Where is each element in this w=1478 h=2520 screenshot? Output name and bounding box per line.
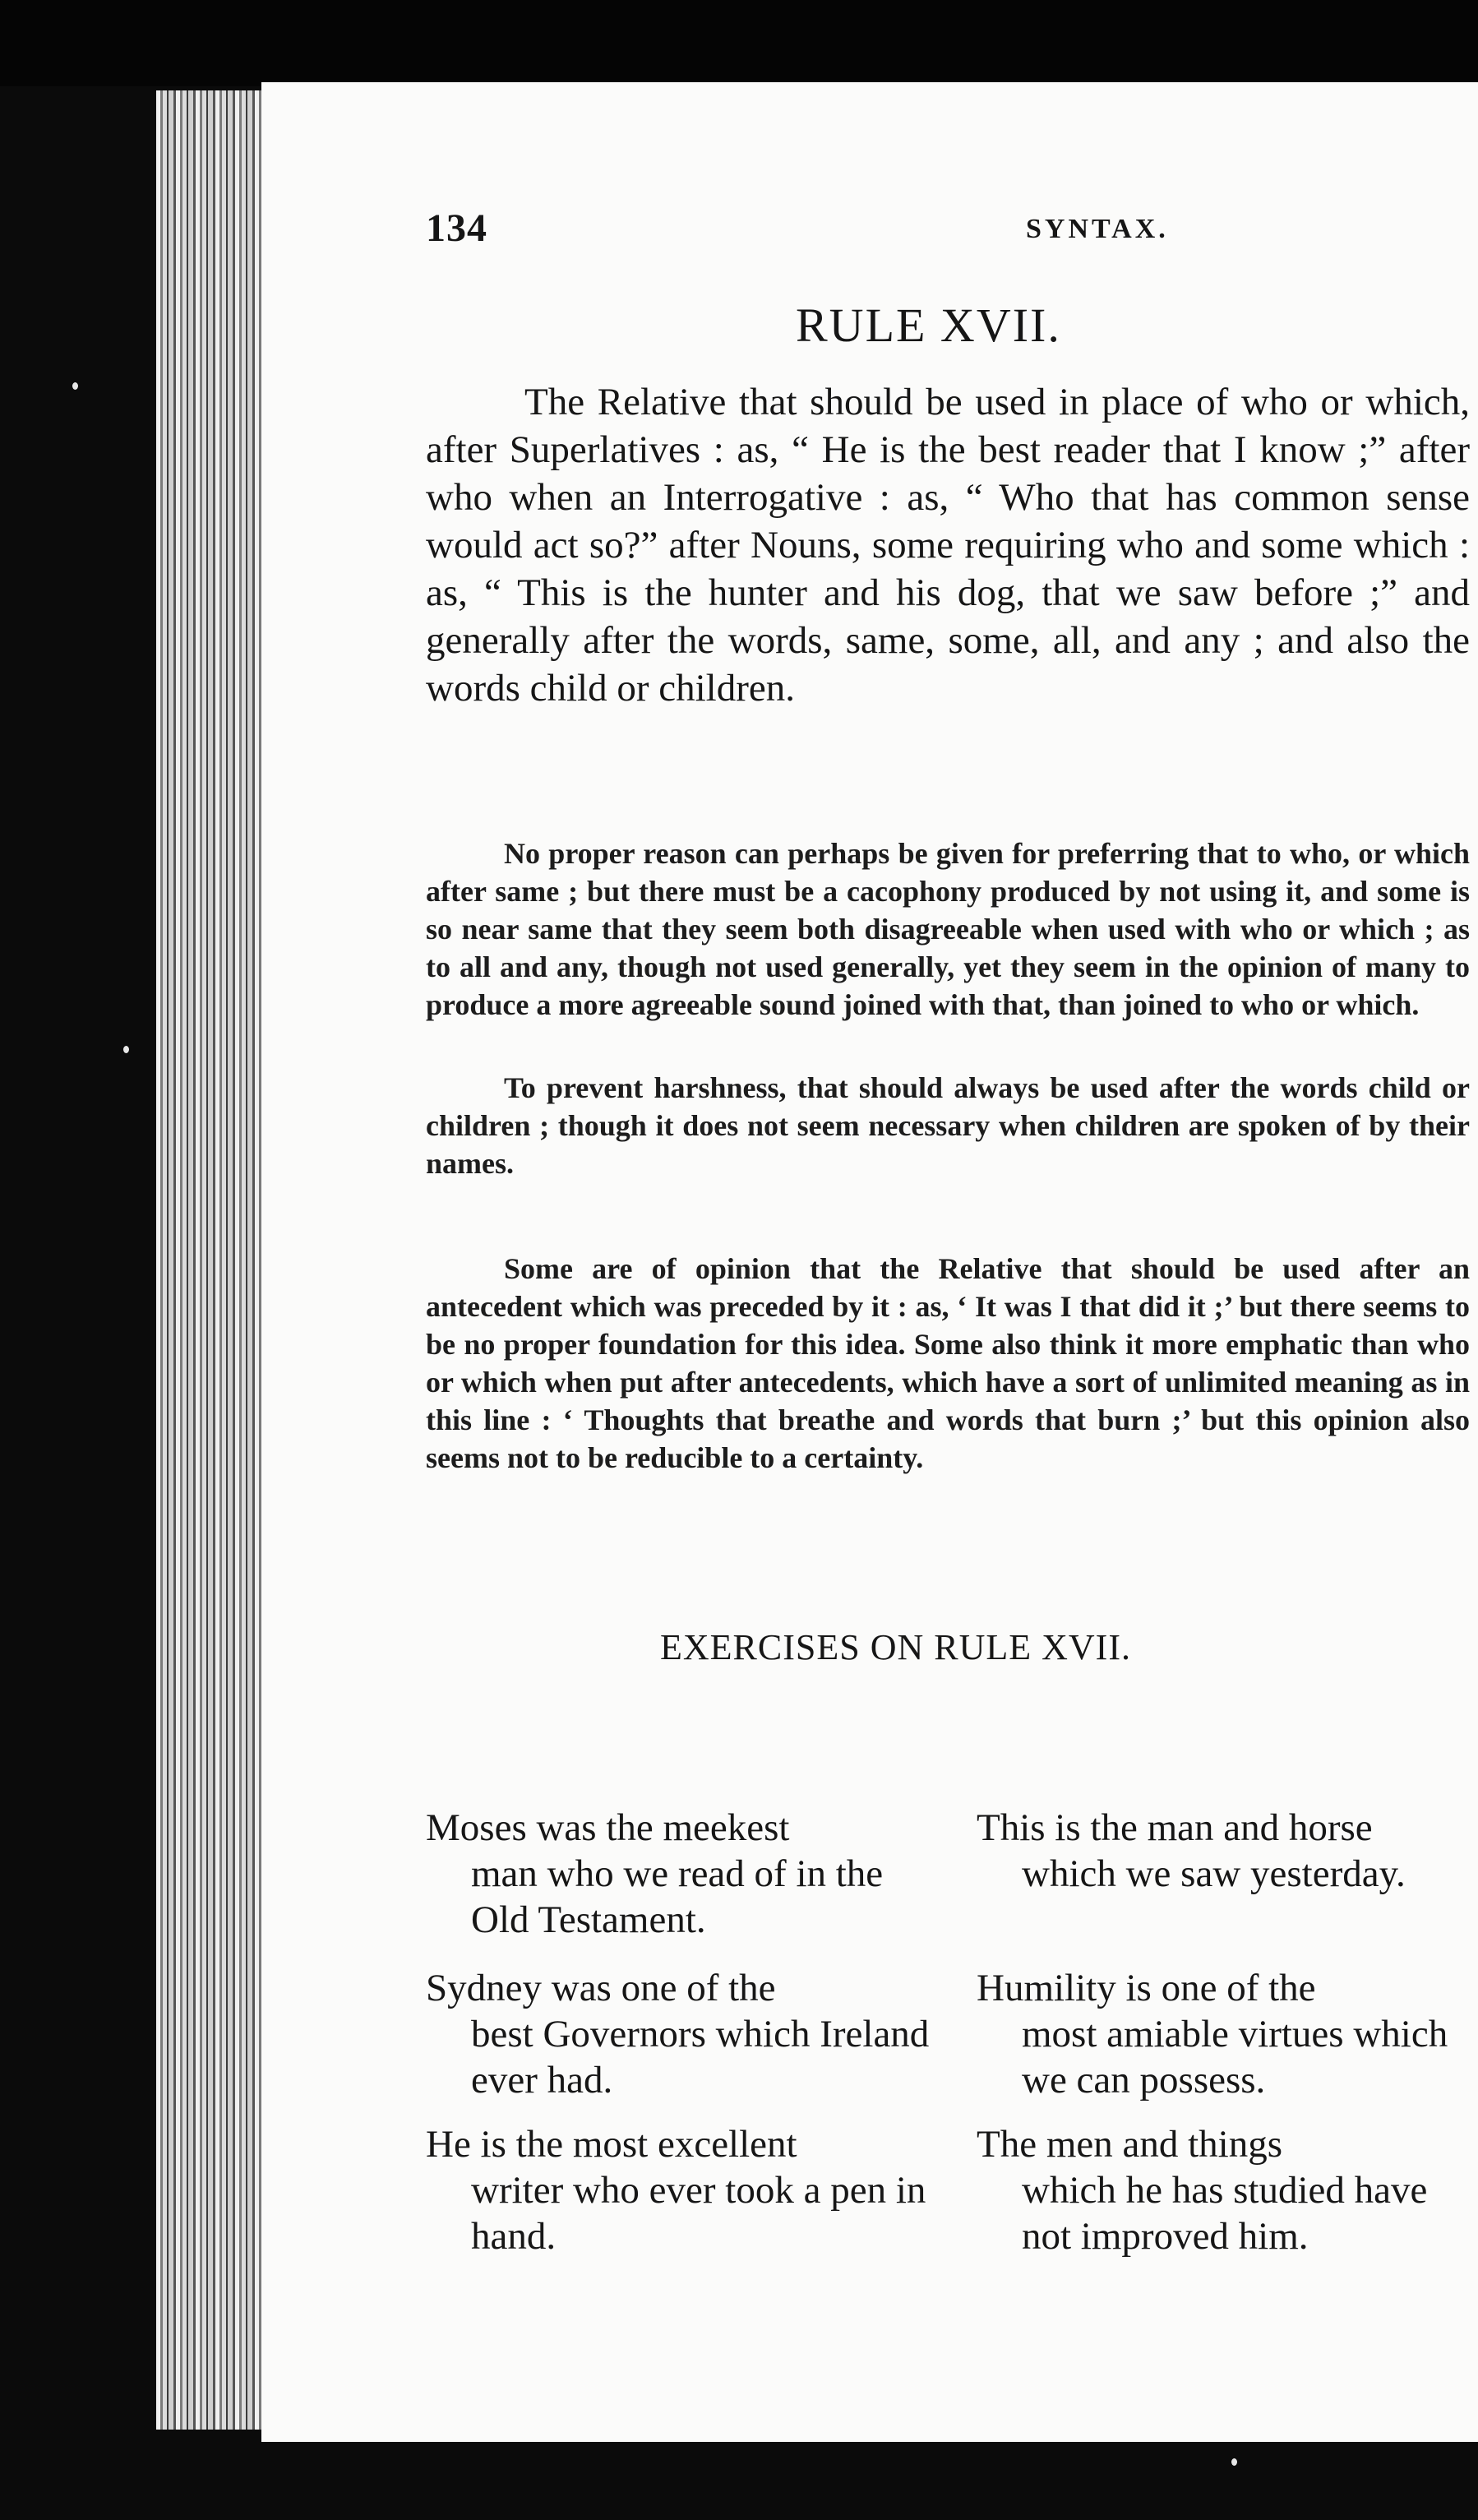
note-paragraph: No proper reason can perhaps be given for preferring that to who, or which after same ; but there must be a cacophony produced by not using it, and some is so near same that they seem both disagreeable when used with who or which ; as to all and any, though not used generally, yet they seem in the opinion of many to produce a more agreeable sound joined with that, than joined to who or which.: [426, 837, 1470, 1021]
exercise-item: [977, 1805, 1470, 1897]
exercise-item: [426, 1805, 935, 1943]
exercise-item: [977, 2121, 1470, 2259]
exercise-first-line: Sydney was one of the: [426, 1967, 776, 2009]
exercise-continuation: writer who ever took a pen in hand.: [471, 2169, 926, 2258]
note-paragraph: To prevent harshness, that should always be used after the words child or children ; though it does not seem necessary when children are spoken of by their names.: [426, 1071, 1470, 1180]
exercise-continuation: which he has studied have not improved him.: [1022, 2169, 1428, 2258]
scan-speck: [1231, 2458, 1237, 2466]
exercises-heading: EXERCISES ON RULE XVII.: [660, 1627, 1131, 1667]
exercise-continuation: most amiable virtues which we can possess.: [1022, 2013, 1448, 2102]
exercise-continuation: which we saw yesterday.: [1022, 1852, 1406, 1895]
exercise-first-line: He is the most excellent: [426, 2123, 797, 2166]
scan-top-margin: [0, 0, 1478, 86]
exercise-item: [977, 1965, 1470, 2103]
book-page: [261, 82, 1478, 2442]
exercise-first-line: The men and things: [977, 2123, 1283, 2166]
page-header: [426, 206, 1462, 263]
exercise-item: [426, 2121, 935, 2259]
scan-speck: [123, 1046, 129, 1053]
running-head: SYNTAX.: [1026, 214, 1169, 244]
book-page-edges: [156, 90, 267, 2430]
exercise-continuation: man who we read of in the Old Testament.: [471, 1852, 884, 1941]
rule-text: The Relative that should be used in place of who or which, after Superlatives : as, “ He is the best reader that I know ;” after who when an Interrogative : as, “ Who that has common sense would act so?” after Nouns, some requiring who and some which : as, “ This is the hunter and his dog, that we saw before ;” and generally after the words, same, some, all, and any ; and also the words child or children.: [426, 381, 1470, 710]
exercise-first-line: Moses was the meekest: [426, 1806, 790, 1849]
exercise-first-line: This is the man and horse: [977, 1806, 1373, 1849]
exercise-first-line: Humility is one of the: [977, 1967, 1316, 2009]
note-paragraph: Some are of opinion that the Relative that should be used after an antecedent which was preceded by it : as, ‘ It was I that did it ;’ but there seems to be no proper foundation for this idea. Some also think it more emphatic than who or which when put after antecedents, which have a sort of unlimited meaning as in this line : ‘ Thoughts that breathe and words that burn ;’ but this opinion also seems not to be reducible to a certainty.: [426, 1252, 1470, 1474]
page-number: 134: [426, 206, 487, 250]
scan-speck: [72, 382, 78, 390]
rule-title: RULE XVII.: [796, 298, 1061, 352]
exercise-continuation: best Governors which Ireland ever had.: [471, 2013, 930, 2102]
exercise-item: [426, 1965, 935, 2103]
